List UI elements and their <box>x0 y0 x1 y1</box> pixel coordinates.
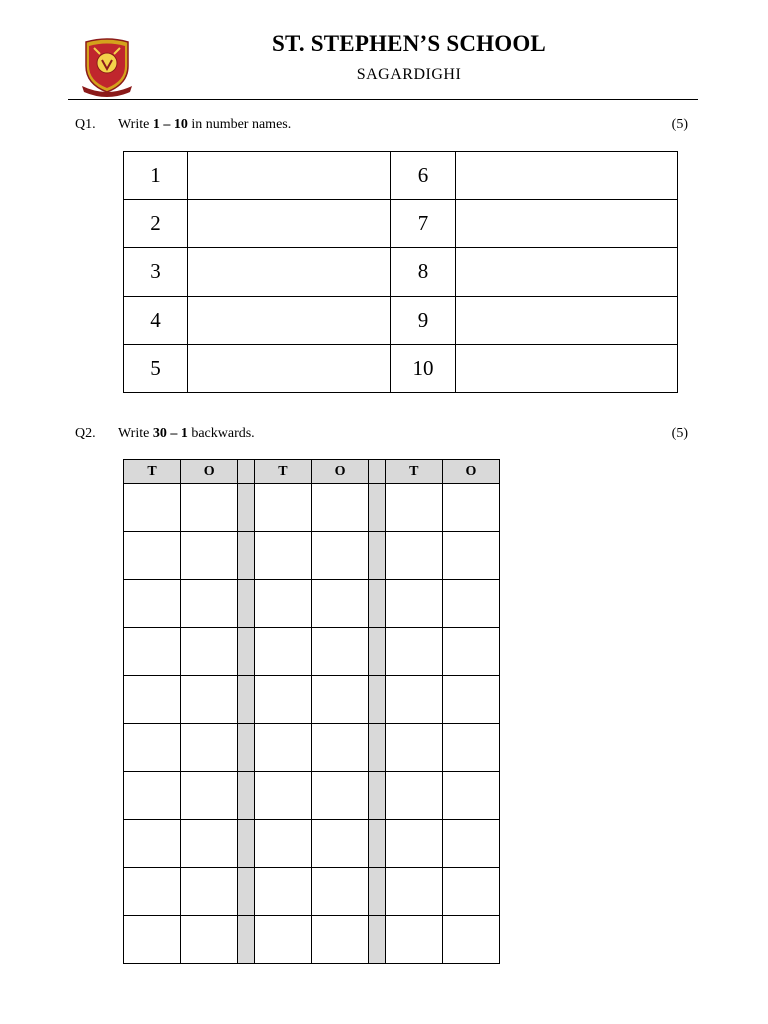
answer-cell[interactable] <box>254 676 311 724</box>
column-spacer <box>238 532 255 580</box>
answer-cell[interactable] <box>188 296 391 344</box>
column-spacer <box>369 676 386 724</box>
answer-cell[interactable] <box>442 484 499 532</box>
answer-cell[interactable] <box>385 868 442 916</box>
answer-cell[interactable] <box>385 676 442 724</box>
answer-cell[interactable] <box>124 676 181 724</box>
number-cell: 2 <box>124 200 188 248</box>
answer-cell[interactable] <box>124 628 181 676</box>
column-spacer <box>369 868 386 916</box>
answer-cell[interactable] <box>311 628 368 676</box>
answer-cell[interactable] <box>385 484 442 532</box>
answer-cell[interactable] <box>254 628 311 676</box>
number-cell: 10 <box>391 344 456 392</box>
table-row <box>124 296 678 344</box>
answer-cell[interactable] <box>311 820 368 868</box>
school-location: SAGARDIGHI <box>356 66 462 83</box>
column-spacer <box>369 460 386 484</box>
ones-header: O <box>442 460 499 484</box>
column-spacer <box>369 820 386 868</box>
answer-cell[interactable] <box>181 532 238 580</box>
answer-cell[interactable] <box>181 868 238 916</box>
answer-cell[interactable] <box>311 772 368 820</box>
table-row <box>124 248 678 296</box>
question-2-number: Q2. <box>75 426 96 441</box>
answer-cell[interactable] <box>124 772 181 820</box>
tens-ones-table <box>123 459 500 964</box>
answer-cell[interactable] <box>254 724 311 772</box>
answer-cell[interactable] <box>442 580 499 628</box>
answer-cell[interactable] <box>254 580 311 628</box>
answer-cell[interactable] <box>311 532 368 580</box>
answer-cell[interactable] <box>456 248 678 296</box>
column-spacer <box>238 868 255 916</box>
answer-cell[interactable] <box>442 724 499 772</box>
column-spacer <box>238 820 255 868</box>
answer-cell[interactable] <box>385 820 442 868</box>
answer-cell[interactable] <box>442 916 499 964</box>
answer-cell[interactable] <box>385 532 442 580</box>
school-name: ST. STEPHEN’S SCHOOL <box>272 31 546 56</box>
column-spacer <box>238 484 255 532</box>
answer-cell[interactable] <box>385 628 442 676</box>
answer-cell[interactable] <box>124 484 181 532</box>
answer-cell[interactable] <box>254 532 311 580</box>
answer-cell[interactable] <box>311 676 368 724</box>
answer-cell[interactable] <box>456 152 678 200</box>
question-1-text-bold: 1 – 10 <box>152 117 188 132</box>
question-2-text-bold: 30 – 1 <box>152 426 188 441</box>
tens-header: T <box>385 460 442 484</box>
answer-cell[interactable] <box>385 580 442 628</box>
table-row <box>124 532 500 580</box>
answer-cell[interactable] <box>311 580 368 628</box>
table-row <box>124 868 500 916</box>
question-1-number: Q1. <box>75 117 96 132</box>
answer-cell[interactable] <box>385 724 442 772</box>
column-spacer <box>369 484 386 532</box>
number-cell: 3 <box>124 248 188 296</box>
answer-cell[interactable] <box>442 820 499 868</box>
table-row <box>124 484 500 532</box>
answer-cell[interactable] <box>385 772 442 820</box>
number-cell: 5 <box>124 344 188 392</box>
question-1-text-after: in number names. <box>187 117 292 132</box>
answer-cell[interactable] <box>181 484 238 532</box>
number-cell: 7 <box>391 200 456 248</box>
answer-cell[interactable] <box>188 152 391 200</box>
answer-cell[interactable] <box>254 820 311 868</box>
answer-cell[interactable] <box>311 724 368 772</box>
question-2-text-after: backwards. <box>187 426 255 441</box>
tens-header: T <box>124 460 181 484</box>
column-spacer <box>238 628 255 676</box>
column-spacer <box>369 628 386 676</box>
tens-ones-header-row <box>124 460 500 484</box>
question-2-marks: (5) <box>671 426 688 441</box>
answer-cell[interactable] <box>188 200 391 248</box>
answer-cell[interactable] <box>124 580 181 628</box>
column-spacer <box>369 580 386 628</box>
column-spacer <box>238 772 255 820</box>
answer-cell[interactable] <box>254 484 311 532</box>
answer-cell[interactable] <box>311 484 368 532</box>
answer-cell[interactable] <box>442 532 499 580</box>
column-spacer <box>238 460 255 484</box>
number-cell: 9 <box>391 296 456 344</box>
column-spacer <box>238 916 255 964</box>
number-cell: 1 <box>124 152 188 200</box>
table-row <box>124 676 500 724</box>
table-row <box>124 580 500 628</box>
number-cell: 8 <box>391 248 456 296</box>
answer-cell[interactable] <box>124 916 181 964</box>
number-cell: 4 <box>124 296 188 344</box>
question-1-text-before: Write <box>118 117 153 132</box>
answer-cell[interactable] <box>442 628 499 676</box>
answer-cell[interactable] <box>442 772 499 820</box>
ones-header: O <box>181 460 238 484</box>
table-row <box>124 820 500 868</box>
column-spacer <box>369 772 386 820</box>
tens-header: T <box>254 460 311 484</box>
number-names-table <box>123 151 678 393</box>
table-row <box>124 344 678 392</box>
question-1-marks: (5) <box>671 117 688 132</box>
question-2-text-before: Write <box>118 426 153 441</box>
answer-cell[interactable] <box>181 772 238 820</box>
answer-cell[interactable] <box>442 676 499 724</box>
table-row <box>124 724 500 772</box>
answer-cell[interactable] <box>385 916 442 964</box>
answer-cell[interactable] <box>124 820 181 868</box>
answer-cell[interactable] <box>181 628 238 676</box>
answer-cell[interactable] <box>311 868 368 916</box>
table-row <box>124 628 500 676</box>
answer-cell[interactable] <box>181 916 238 964</box>
answer-cell[interactable] <box>124 724 181 772</box>
question-1-text <box>118 117 291 133</box>
answer-cell[interactable] <box>254 868 311 916</box>
answer-cell[interactable] <box>181 580 238 628</box>
answer-cell[interactable] <box>254 772 311 820</box>
answer-cell[interactable] <box>456 344 678 392</box>
answer-cell[interactable] <box>456 200 678 248</box>
ones-header: O <box>311 460 368 484</box>
answer-cell[interactable] <box>181 676 238 724</box>
answer-cell[interactable] <box>181 820 238 868</box>
table-row <box>124 200 678 248</box>
answer-cell[interactable] <box>181 724 238 772</box>
answer-cell[interactable] <box>254 916 311 964</box>
table-row <box>124 152 678 200</box>
number-cell: 6 <box>391 152 456 200</box>
column-spacer <box>369 724 386 772</box>
answer-cell[interactable] <box>124 868 181 916</box>
question-2-text <box>118 426 255 442</box>
column-spacer <box>369 532 386 580</box>
header-divider <box>68 99 698 100</box>
answer-cell[interactable] <box>442 868 499 916</box>
answer-cell[interactable] <box>188 344 391 392</box>
column-spacer <box>238 580 255 628</box>
answer-cell[interactable] <box>456 296 678 344</box>
table-row <box>124 916 500 964</box>
column-spacer <box>369 916 386 964</box>
column-spacer <box>238 724 255 772</box>
answer-cell[interactable] <box>188 248 391 296</box>
answer-cell[interactable] <box>124 532 181 580</box>
answer-cell[interactable] <box>311 916 368 964</box>
table-row <box>124 772 500 820</box>
column-spacer <box>238 676 255 724</box>
